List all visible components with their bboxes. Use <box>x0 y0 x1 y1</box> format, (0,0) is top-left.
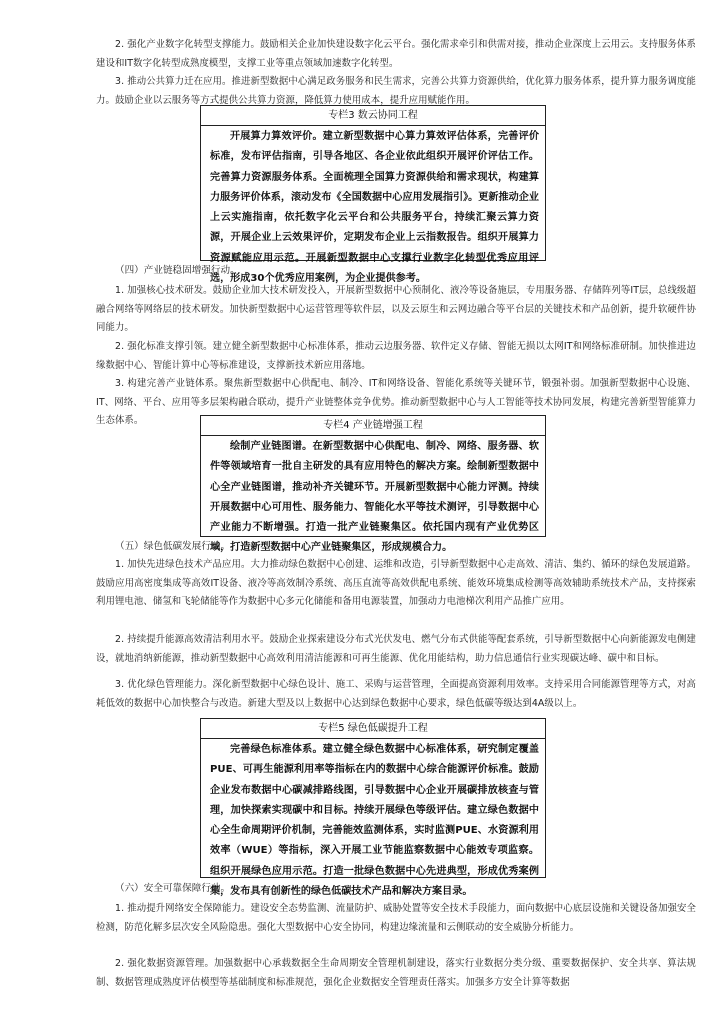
section-heading-6: （六）安全可靠保障行动。 <box>115 883 231 894</box>
section-heading-5: （五）绿色低碳发展行动。 <box>115 541 231 552</box>
paragraph-core-tech: 1. 加强核心技术研发。鼓励企业加大技术研发投入，开展新型数据中心预制化、液冷等设备施层，专用服务器、存储阵列等IT层，总线级超融合网络等网络层的技术研发。加快新型数据中心运营管理等软件层，以及云原生和云网边融合等平台层的关键技术和产品创新，提升软硬件协同能力。 <box>96 285 696 333</box>
paragraph-network-security: 1. 推动提升网络安全保障能力。建设安全态势监测、流量防护、威胁处置等安全技术手段能力，面向数据中心底层设施和关键设备加强安全检测，防范化解多层次安全风险隐患。强化大型数据中心安全协同，构建边缘流量和云侧联动的安全威胁分析能力。 <box>96 903 696 933</box>
paragraph-standards: 2. 强化标准支撑引领。建立健全新型数据中心标准体系，推动云边服务器、软件定义存储、智能无损以太网IT和网络标准研制。加快推进边缘数据中心、智能计算中心等标准建设，支撑新技术新应用落地。 <box>96 341 696 371</box>
paragraph-industry-chain: 3. 构建完善产业链体系。聚焦新型数据中心供配电、制冷、IT和网络设备、智能化系统等关键环节，锻强补弱。加强新型数据中心设施、IT、网络、平台、应用等多层架构融合联动，提升产业链整体竞争优势。推动新型数据中心与人工智能等技术协同发展，构建完善新型智能算力生态体系。 <box>96 378 696 426</box>
column-box-4-body: 绘制产业链图谱。在新型数据中心供配电、制冷、网络、服务器、软件等领域培育一批自主研发的具有应用特色的解决方案。绘制新型数据中心全产业链图谱，推动补齐关键环节。开展新型数据中心能力评测。持续开展数据中心可用性、服务能力、智能化水平等技术测评，引导数据中心产业能力不断增强。打造一批产业链聚集区。依托国内现有产业优势区域，打造新型数据中心产业链聚集区，形成规模合力。 <box>210 441 539 554</box>
column-box-4 <box>200 415 546 554</box>
paragraph-data-management: 2. 强化数据资源管理。加强数据中心承载数据全生命周期安全管理机制建设，落实行业数据分类分级、重要数据保护、安全共享、算法规制、数据管理成熟度评估模型等基础制度和标准规范，强化企业数据安全管理责任落实。加强多方安全计算等数据 <box>96 958 696 988</box>
paragraph-digital-transformation: 2. 强化产业数字化转型支撑能力。鼓励相关企业加快建设数字化云平台。强化需求牵引和供需对接，推动企业深度上云用云。支持服务体系建设和IT数字化转型成熟度模型，支撑工业等重点领域加速数字化转型。 <box>96 39 696 69</box>
column-box-3 <box>200 105 546 285</box>
paragraph-green-management: 3. 优化绿色管理能力。深化新型数据中心绿色设计、施工、采购与运营管理，全面提高资源利用效率。支持采用合同能源管理等方式，对高耗低效的数据中心加快整合与改造。新建大型及以上数据中心达到绿色数据中心要求，绿色低碳等级达到4A级以上。 <box>96 679 696 709</box>
column-box-3-title: 专栏3 数云协同工程 <box>201 106 545 126</box>
paragraph-green-tech: 1. 加快先进绿色技术产品应用。大力推动绿色数据中心创建、运维和改造，引导新型数据中心走高效、清洁、集约、循环的绿色发展道路。鼓励应用高密度集成等高效IT设备、液冷等高效制冷系统、高压直流等高效供配电系统、能效环境集成检测等高效辅助系统技术产品，支持探索利用锂电池、储氢和飞轮储能等作为数据中心多元化储能和备用电源装置，加强动力电池梯次利用产品推广应用。 <box>96 559 696 607</box>
column-box-4-title: 专栏4 产业链增强工程 <box>201 416 545 436</box>
paragraph-public-compute: 3. 推动公共算力迁在应用。推进新型数据中心满足政务服务和民生需求，完善公共算力资源供给，优化算力服务体系，提升算力服务调度能力。鼓励企业以云服务等方式提供公共算力资源，降低算力使用成本，提升应用赋能作用。 <box>96 76 696 106</box>
paragraph-clean-energy: 2. 持续提升能源高效清洁利用水平。鼓励企业探索建设分布式光伏发电、燃气分布式供能等配套系统，引导新型数据中心向新能源发电侧建设，就地消纳新能源，推动新型数据中心高效利用清洁能源和可再生能源、优化用能结构，助力信息通信行业实现碳达峰、碳中和目标。 <box>96 634 696 664</box>
section-heading-4: （四）产业链稳固增强行动。 <box>115 265 240 276</box>
column-box-5 <box>200 718 546 898</box>
column-box-5-title: 专栏5 绿色低碳提升工程 <box>201 719 545 739</box>
column-box-3-body: 开展算力算效评价。建立新型数据中心算力算效评估体系，完善评价标准，发布评估指南，引导各地区、各企业依此组织开展评价评估工作。完善算力资源服务体系。全面梳理全国算力资源供给和需求现状，构建算力服务评价体系，滚动发布《全国数据中心应用发展指引》。更新推动企业上云实施指南，依托数字化云平台和公共服务平台，持续汇聚云算力资源，开展企业上云效果评价，定期发布企业上云指数报告。组织开展算力资源赋能应用示范。开展新型数据中心支撑行业数字化转型优秀应用评选，形成30个优秀应用案例，为企业提供参考。 <box>210 131 539 285</box>
column-box-5-body: 完善绿色标准体系。建立健全绿色数据中心标准体系，研究制定覆盖PUE、可再生能源利用率等指标在内的数据中心综合能源评价标准。鼓励企业发布数据中心碳减排路线图，引导数据中心企业开展碳排放核查与管理，加快探索实现碳中和目标。持续开展绿色等级评估。建立绿色数据中心全生命周期评价机制，完善能效监测体系，实时监测PUE、水资源利用效率（WUE）等指标，深入开展工业节能监察数据中心能效专项监察。组织开展绿色应用示范。打造一批绿色数据中心先进典型，形成优秀案例集，发布具有创新性的绿色低碳技术产品和解决方案目录。 <box>210 744 539 898</box>
